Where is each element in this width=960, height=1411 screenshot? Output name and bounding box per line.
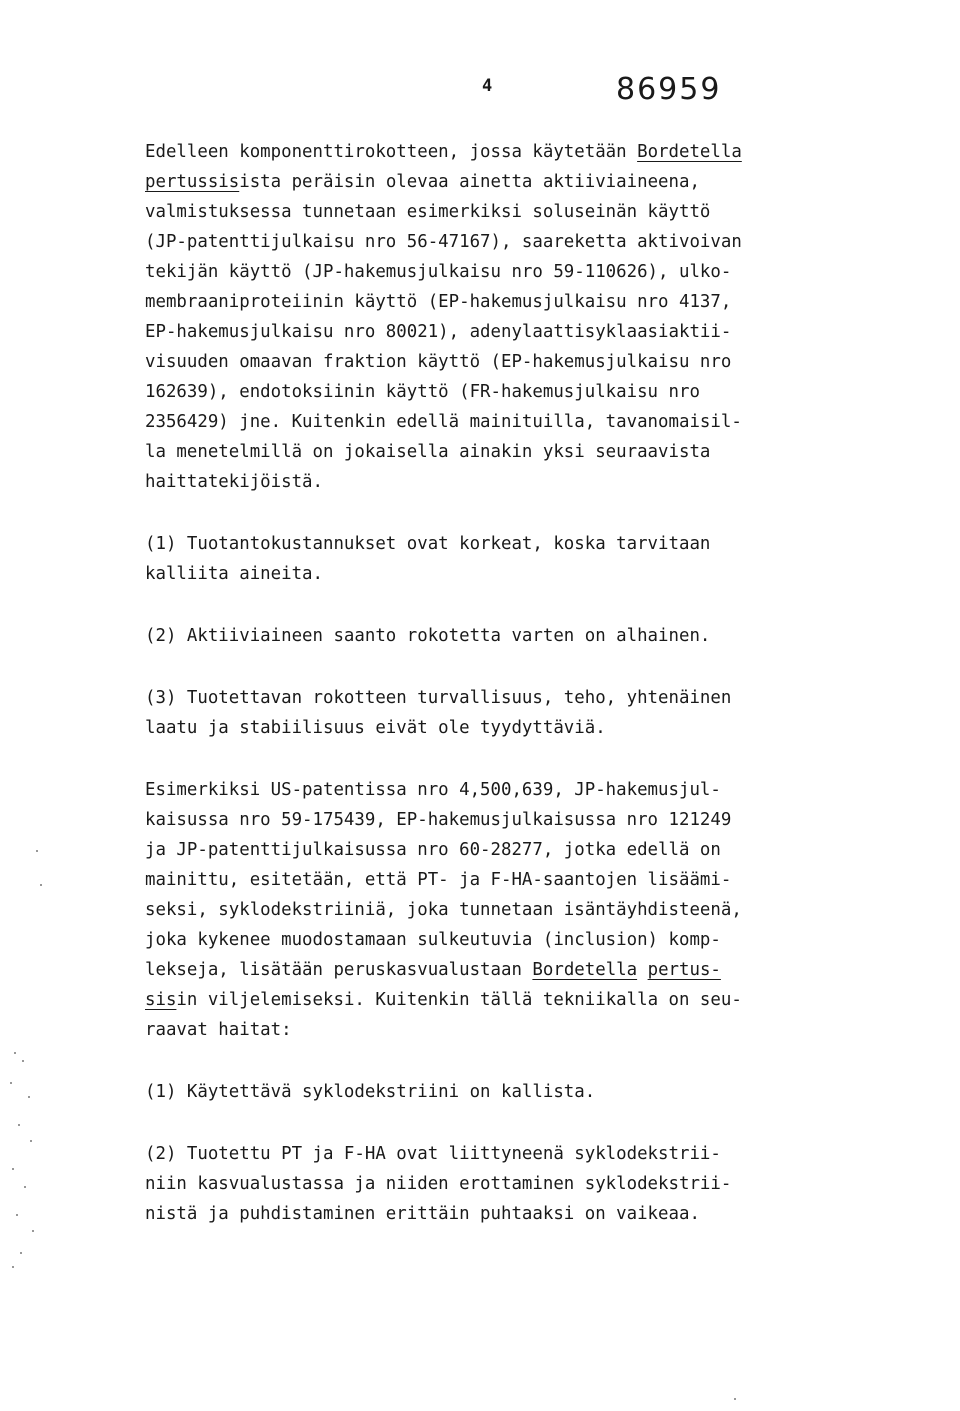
text-line bbox=[145, 257, 865, 287]
paragraph bbox=[145, 529, 865, 589]
text-segment: mainittu, esitetään, että PT- ja F-HA-saantojen lisäämi- bbox=[145, 870, 732, 890]
document-number: 86959 bbox=[616, 72, 722, 107]
paragraph bbox=[145, 1139, 865, 1229]
text-line bbox=[145, 985, 865, 1015]
text-line bbox=[145, 1015, 865, 1045]
text-line bbox=[145, 1199, 865, 1229]
text-line bbox=[145, 865, 865, 895]
scan-speck bbox=[12, 1168, 14, 1170]
text-line bbox=[145, 835, 865, 865]
scan-speck bbox=[24, 1186, 26, 1188]
text-segment: visuuden omaavan fraktion käyttö (EP-hakemusjulkaisu nro bbox=[145, 352, 732, 372]
text-segment: joka kykenee muodostamaan sulkeutuvia (inclusion) komp- bbox=[145, 930, 721, 950]
text-line bbox=[145, 317, 865, 347]
paragraph-gap bbox=[145, 497, 865, 529]
text-line bbox=[145, 1139, 865, 1169]
underlined-term: Bordetella bbox=[532, 960, 638, 980]
text-segment: ja JP-patenttijulkaisussa nro 60-28277, jotka edellä on bbox=[145, 840, 721, 860]
underlined-term: sis bbox=[145, 990, 177, 1010]
text-segment: EP-hakemusjulkaisu nro 80021), adenylaattisyklaasiaktii- bbox=[145, 322, 732, 342]
text-segment: 2356429) jne. Kuitenkin edellä mainituilla, tavanomaisil- bbox=[145, 412, 742, 432]
text-segment: ista peräisin olevaa ainetta aktiiviaineena, bbox=[239, 172, 700, 192]
text-line bbox=[145, 137, 865, 167]
text-segment: tekijän käyttö (JP-hakemusjulkaisu nro 59-110626), ulko- bbox=[145, 262, 732, 282]
text-segment: seksi, syklodekstriiniä, joka tunnetaan isäntäyhdisteenä, bbox=[145, 900, 742, 920]
paragraph-gap bbox=[145, 1107, 865, 1139]
paragraph bbox=[145, 1077, 865, 1107]
text-segment: (2) Tuotettu PT ja F-HA ovat liittyneenä syklodekstrii- bbox=[145, 1144, 721, 1164]
text-segment: valmistuksessa tunnetaan esimerkiksi soluseinän käyttö bbox=[145, 202, 711, 222]
text-line bbox=[145, 1169, 865, 1199]
scan-speck bbox=[16, 1214, 18, 1216]
paragraph bbox=[145, 621, 865, 651]
text-line bbox=[145, 895, 865, 925]
text-line bbox=[145, 775, 865, 805]
text-line bbox=[145, 621, 865, 651]
text-line bbox=[145, 167, 865, 197]
text-line bbox=[145, 407, 865, 437]
text-segment: kalliita aineita. bbox=[145, 564, 323, 584]
text-line bbox=[145, 377, 865, 407]
scan-speck bbox=[18, 1124, 20, 1126]
text-segment: haittatekijöistä. bbox=[145, 472, 323, 492]
text-line bbox=[145, 287, 865, 317]
scan-speck bbox=[10, 1082, 12, 1084]
scan-speck bbox=[28, 1096, 30, 1098]
paragraph bbox=[145, 683, 865, 743]
paragraph bbox=[145, 137, 865, 497]
scan-speck bbox=[32, 1230, 34, 1232]
text-segment: Esimerkiksi US-patentissa nro 4,500,639, JP-hakemusjul- bbox=[145, 780, 721, 800]
text-segment bbox=[637, 960, 647, 980]
underlined-term: Bordetella bbox=[637, 142, 742, 162]
paragraph bbox=[145, 775, 865, 1045]
scan-speck bbox=[22, 1060, 24, 1062]
scan-speck bbox=[14, 1052, 16, 1054]
text-segment: membraaniproteiinin käyttö (EP-hakemusjulkaisu nro 4137, bbox=[145, 292, 732, 312]
text-line bbox=[145, 529, 865, 559]
scan-speck bbox=[36, 850, 38, 852]
text-line bbox=[145, 805, 865, 835]
underlined-term: pertus- bbox=[647, 960, 721, 980]
scan-speck bbox=[12, 1266, 14, 1268]
text-segment: lekseja, lisätään peruskasvualustaan bbox=[145, 960, 533, 980]
text-line bbox=[145, 1077, 865, 1107]
text-segment: laatu ja stabiilisuus eivät ole tyydyttäviä. bbox=[145, 718, 606, 738]
text-segment: in viljelemiseksi. Kuitenkin tällä tekniikalla on seu- bbox=[176, 990, 742, 1010]
text-segment: nistä ja puhdistaminen erittäin puhtaaksi on vaikeaa. bbox=[145, 1204, 700, 1224]
paragraph-gap bbox=[145, 743, 865, 775]
text-line bbox=[145, 683, 865, 713]
document-body bbox=[145, 137, 865, 1229]
text-segment: (1) Käytettävä syklodekstriini on kallista. bbox=[145, 1082, 596, 1102]
text-line bbox=[145, 437, 865, 467]
text-line bbox=[145, 559, 865, 589]
text-segment: la menetelmillä on jokaisella ainakin yksi seuraavista bbox=[145, 442, 711, 462]
scan-speck bbox=[30, 1140, 32, 1142]
underlined-term: pertussis bbox=[145, 172, 240, 192]
text-line bbox=[145, 713, 865, 743]
scan-speck bbox=[40, 884, 42, 886]
text-line bbox=[145, 227, 865, 257]
text-line bbox=[145, 467, 865, 497]
text-segment: 162639), endotoksiinin käyttö (FR-hakemusjulkaisu nro bbox=[145, 382, 700, 402]
text-line bbox=[145, 347, 865, 377]
text-segment: Edelleen komponenttirokotteen, jossa käytetään bbox=[145, 142, 638, 162]
paragraph-gap bbox=[145, 1045, 865, 1077]
page-number: 4 bbox=[482, 76, 493, 96]
text-segment: kaisussa nro 59-175439, EP-hakemusjulkaisussa nro 121249 bbox=[145, 810, 732, 830]
scan-speck bbox=[734, 1398, 736, 1400]
scan-speck bbox=[20, 1252, 22, 1254]
text-segment: (1) Tuotantokustannukset ovat korkeat, koska tarvitaan bbox=[145, 534, 711, 554]
text-segment: (JP-patenttijulkaisu nro 56-47167), saareketta aktivoivan bbox=[145, 232, 742, 252]
paragraph-gap bbox=[145, 589, 865, 621]
text-segment: niin kasvualustassa ja niiden erottaminen syklodekstrii- bbox=[145, 1174, 732, 1194]
text-line bbox=[145, 197, 865, 227]
text-segment: (2) Aktiiviaineen saanto rokotetta varten on alhainen. bbox=[145, 626, 711, 646]
text-line bbox=[145, 925, 865, 955]
text-line bbox=[145, 955, 865, 985]
text-segment: (3) Tuotettavan rokotteen turvallisuus, teho, yhtenäinen bbox=[145, 688, 732, 708]
text-segment: raavat haitat: bbox=[145, 1020, 292, 1040]
paragraph-gap bbox=[145, 651, 865, 683]
